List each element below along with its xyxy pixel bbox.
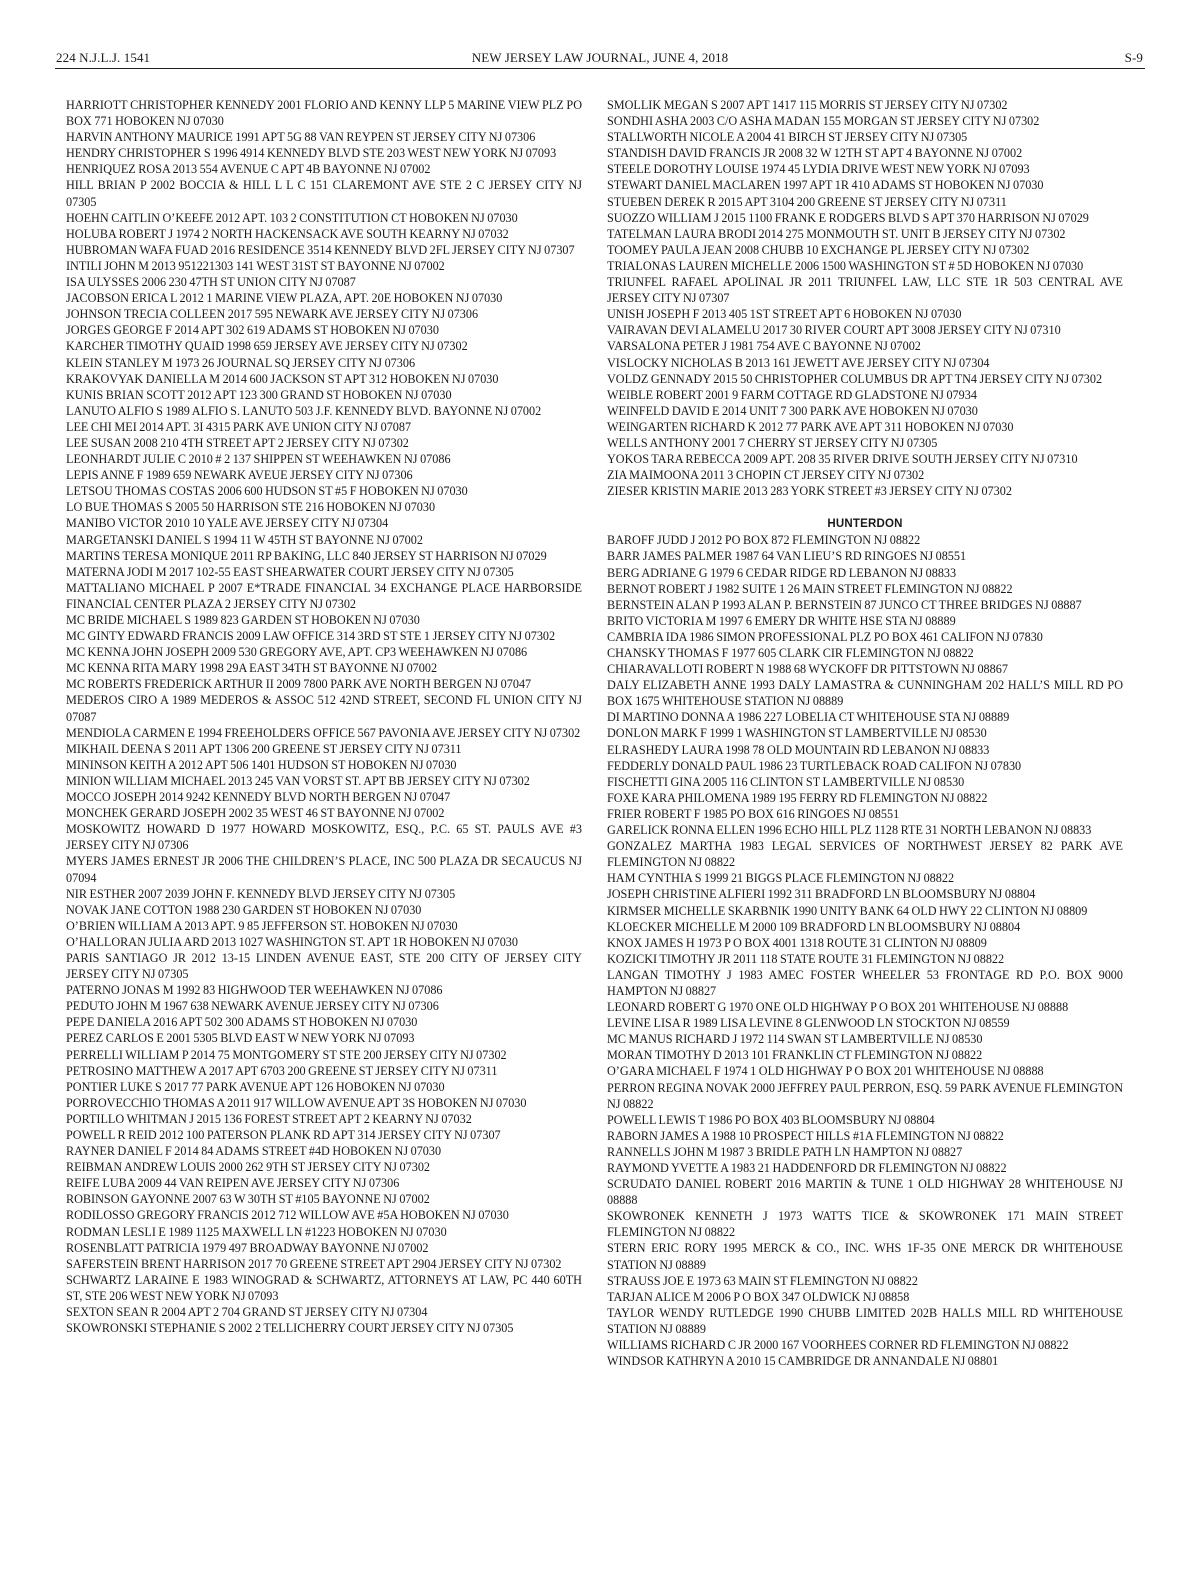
attorney-entry: MARTINS TERESA MONIQUE 2011 RP BAKING, LLC 840 JERSEY ST HARRISON NJ 07029: [66, 548, 547, 563]
attorney-entry: LEE CHI MEI 2014 APT. 3I 4315 PARK AVE UNION CITY NJ 07087: [66, 419, 412, 434]
publication-title: NEW JERSEY LAW JOURNAL, JUNE 4, 2018: [471, 50, 729, 65]
attorney-entry: MC GINTY EDWARD FRANCIS 2009 LAW OFFICE 314 3RD ST STE 1 JERSEY CITY NJ 07302: [66, 629, 556, 644]
page-number: S-9: [1124, 50, 1143, 65]
attorney-entry: MOCCO JOSEPH 2014 9242 KENNEDY BLVD NORTH BERGEN NJ 07047: [66, 790, 451, 805]
attorney-entry: BERG ADRIANE G 1979 6 CEDAR RIDGE RD LEBANON NJ 08833: [607, 565, 957, 580]
attorney-entry: SKOWRONEK KENNETH J 1973 WATTS TICE & SKOWRONEK 171 MAIN STREET FLEMINGTON NJ 08822: [607, 1209, 1123, 1240]
attorney-entry: MEDEROS CIRO A 1989 MEDEROS & ASSOC 512 42ND STREET, SECOND FL UNION CITY NJ 07087: [66, 693, 582, 724]
attorney-entry: O’GARA MICHAEL F 1974 1 OLD HIGHWAY P O BOX 201 WHITEHOUSE NJ 08888: [607, 1064, 1044, 1079]
attorney-entry: SCHWARTZ LARAINE E 1983 WINOGRAD & SCHWARTZ, ATTORNEYS AT LAW, PC 440 60TH ST, STE 206 WEST NEW YORK NJ 07093: [66, 1272, 582, 1303]
attorney-entry: ROSENBLATT PATRICIA 1979 497 BROADWAY BAYONNE NJ 07002: [66, 1240, 429, 1255]
attorney-entry: WEIBLE ROBERT 2001 9 FARM COTTAGE RD GLADSTONE NJ 07934: [607, 387, 977, 402]
attorney-entry: STALLWORTH NICOLE A 2004 41 BIRCH ST JERSEY CITY NJ 07305: [607, 130, 968, 145]
attorney-entry: SUOZZO WILLIAM J 2015 1100 FRANK E RODGERS BLVD S APT 370 HARRISON NJ 07029: [607, 210, 1089, 225]
attorney-entry: MATERNA JODI M 2017 102-55 EAST SHEARWATER COURT JERSEY CITY NJ 07305: [66, 564, 514, 579]
attorney-entry: REIBMAN ANDREW LOUIS 2000 262 9TH ST JERSEY CITY NJ 07302: [66, 1160, 431, 1175]
attorney-entry: MC ROBERTS FREDERICK ARTHUR II 2009 7800 PARK AVE NORTH BERGEN NJ 07047: [66, 677, 532, 692]
attorney-entry: HUBROMAN WAFA FUAD 2016 RESIDENCE 3514 KENNEDY BLVD 2FL JERSEY CITY NJ 07307: [66, 242, 575, 257]
attorney-entry: STUEBEN DEREK R 2015 APT 3104 200 GREENE ST JERSEY CITY NJ 07311: [607, 194, 1007, 209]
attorney-entry: HAM CYNTHIA S 1999 21 BIGGS PLACE FLEMINGTON NJ 08822: [607, 871, 955, 886]
attorney-entry: DI MARTINO DONNA A 1986 227 LOBELIA CT WHITEHOUSE STA NJ 08889: [607, 710, 1010, 725]
attorney-entry: JACOBSON ERICA L 2012 1 MARINE VIEW PLAZA, APT. 20E HOBOKEN NJ 07030: [66, 291, 503, 306]
attorney-entry: HENDRY CHRISTOPHER S 1996 4914 KENNEDY BLVD STE 203 WEST NEW YORK NJ 07093: [66, 146, 557, 161]
attorney-entry: TAYLOR WENDY RUTLEDGE 1990 CHUBB LIMITED 202B HALLS MILL RD WHITEHOUSE STATION NJ 08889: [607, 1305, 1123, 1336]
attorney-entry: PATERNO JONAS M 1992 83 HIGHWOOD TER WEEHAWKEN NJ 07086: [66, 983, 443, 998]
attorney-entry: WINDSOR KATHRYN A 2010 15 CAMBRIDGE DR ANNANDALE NJ 08801: [607, 1354, 999, 1369]
attorney-entry: HENRIQUEZ ROSA 2013 554 AVENUE C APT 4B BAYONNE NJ 07002: [66, 162, 431, 177]
attorney-entry: STRAUSS JOE E 1973 63 MAIN ST FLEMINGTON NJ 08822: [607, 1273, 918, 1288]
attorney-entry: CHIARAVALLOTI ROBERT N 1988 68 WYCKOFF DR PITTSTOWN NJ 08867: [607, 662, 1008, 677]
attorney-entry: PONTIER LUKE S 2017 77 PARK AVENUE APT 126 HOBOKEN NJ 07030: [66, 1079, 445, 1094]
attorney-entry: PEDUTO JOHN M 1967 638 NEWARK AVENUE JERSEY CITY NJ 07306: [66, 999, 439, 1014]
attorney-entry: CAMBRIA IDA 1986 SIMON PROFESSIONAL PLZ PO BOX 461 CALIFON NJ 07830: [607, 629, 1043, 644]
attorney-entry: LEPIS ANNE F 1989 659 NEWARK AVEUE JERSEY CITY NJ 07306: [66, 468, 413, 483]
attorney-entry: PEREZ CARLOS E 2001 5305 BLVD EAST W NEW YORK NJ 07093: [66, 1031, 415, 1046]
attorney-entry: MORAN TIMOTHY D 2013 101 FRANKLIN CT FLEMINGTON NJ 08822: [607, 1048, 983, 1063]
attorney-entry: FEDDERLY DONALD PAUL 1986 23 TURTLEBACK ROAD CALIFON NJ 07830: [607, 758, 1022, 773]
attorney-entry: KNOX JAMES H 1973 P O BOX 4001 1318 ROUTE 31 CLINTON NJ 08809: [607, 935, 987, 950]
attorney-entry: LEVINE LISA R 1989 LISA LEVINE 8 GLENWOOD LN STOCKTON NJ 08559: [607, 1016, 1010, 1031]
attorney-entry: MYERS JAMES ERNEST JR 2006 THE CHILDREN’S PLACE, INC 500 PLAZA DR SECAUCUS NJ 07094: [66, 854, 582, 885]
attorney-entry: RAYNER DANIEL F 2014 84 ADAMS STREET #4D HOBOKEN NJ 07030: [66, 1144, 442, 1159]
attorney-entry: ZIA MAIMOONA 2011 3 CHOPIN CT JERSEY CITY NJ 07302: [607, 468, 925, 483]
attorney-entry: WELLS ANTHONY 2001 7 CHERRY ST JERSEY CITY NJ 07305: [607, 435, 938, 450]
attorney-entry: MONCHEK GERARD JOSEPH 2002 35 WEST 46 ST BAYONNE NJ 07002: [66, 806, 445, 821]
attorney-entry: MARGETANSKI DANIEL S 1994 11 W 45TH ST BAYONNE NJ 07002: [66, 532, 423, 547]
attorney-entry: RANNELLS JOHN M 1987 3 BRIDLE PATH LN HAMPTON NJ 08827: [607, 1144, 963, 1159]
attorney-entry: PERRELLI WILLIAM P 2014 75 MONTGOMERY ST STE 200 JERSEY CITY NJ 07302: [66, 1047, 507, 1062]
attorney-entry: HARVIN ANTHONY MAURICE 1991 APT 5G 88 VAN REYPEN ST JERSEY CITY NJ 07306: [66, 130, 536, 145]
attorney-entry: O’HALLORAN JULIA ARD 2013 1027 WASHINGTON ST. APT 1R HOBOKEN NJ 07030: [66, 934, 518, 949]
attorney-entry: LANUTO ALFIO S 1989 ALFIO S. LANUTO 503 J.F. KENNEDY BLVD. BAYONNE NJ 07002: [66, 403, 542, 418]
attorney-entry: LANGAN TIMOTHY J 1983 AMEC FOSTER WHEELER 53 FRONTAGE RD P.O. BOX 9000 HAMPTON NJ 08827: [607, 967, 1123, 998]
attorney-entry: JOSEPH CHRISTINE ALFIERI 1992 311 BRADFORD LN BLOOMSBURY NJ 08804: [607, 887, 1036, 902]
attorney-entry: POWELL LEWIS T 1986 PO BOX 403 BLOOMSBURY NJ 08804: [607, 1112, 935, 1127]
attorney-entry: ELRASHEDY LAURA 1998 78 OLD MOUNTAIN RD LEBANON NJ 08833: [607, 742, 990, 757]
attorney-entry: SKOWRONSKI STEPHANIE S 2002 2 TELLICHERRY COURT JERSEY CITY NJ 07305: [66, 1321, 514, 1336]
attorney-entry: ZIESER KRISTIN MARIE 2013 283 YORK STREET #3 JERSEY CITY NJ 07302: [607, 484, 1012, 499]
attorney-entry: HARRIOTT CHRISTOPHER KENNEDY 2001 FLORIO AND KENNY LLP 5 MARINE VIEW PLZ PO BOX 771 HOBOKEN NJ 07030: [66, 98, 582, 129]
attorney-entry: BAROFF JUDD J 2012 PO BOX 872 FLEMINGTON NJ 08822: [607, 533, 921, 548]
attorney-entry: PEPE DANIELA 2016 APT 502 300 ADAMS ST HOBOKEN NJ 07030: [66, 1015, 418, 1030]
attorney-entry: HOLUBA ROBERT J 1974 2 NORTH HACKENSACK AVE SOUTH KEARNY NJ 07032: [66, 226, 509, 241]
attorney-entry: INTILI JOHN M 2013 951221303 141 WEST 31ST ST BAYONNE NJ 07002: [66, 258, 445, 273]
county-heading: HUNTERDON: [827, 518, 903, 531]
attorney-entry: MINION WILLIAM MICHAEL 2013 245 VAN VORST ST. APT BB JERSEY CITY NJ 07302: [66, 773, 530, 788]
attorney-entry: O’BRIEN WILLIAM A 2013 APT. 9 85 JEFFERSON ST. HOBOKEN NJ 07030: [66, 918, 458, 933]
attorney-entry: MIKHAIL DEENA S 2011 APT 1306 200 GREENE ST JERSEY CITY NJ 07311: [66, 741, 462, 756]
attorney-entry: TARJAN ALICE M 2006 P O BOX 347 OLDWICK NJ 08858: [607, 1289, 910, 1304]
attorney-entry: LEONHARDT JULIE C 2010 # 2 137 SHIPPEN ST WEEHAWKEN NJ 07086: [66, 452, 451, 467]
attorney-entry: WEINFELD DAVID E 2014 UNIT 7 300 PARK AVE HOBOKEN NJ 07030: [607, 403, 978, 418]
attorney-entry: MANIBO VICTOR 2010 10 YALE AVE JERSEY CITY NJ 07304: [66, 516, 389, 531]
attorney-entry: SONDHI ASHA 2003 C/O ASHA MADAN 155 MORGAN ST JERSEY CITY NJ 07302: [607, 114, 1040, 129]
attorney-entry: SAFERSTEIN BRENT HARRISON 2017 70 GREENE STREET APT 2904 JERSEY CITY NJ 07302: [66, 1256, 562, 1271]
right-column-bottom-list: [607, 532, 1123, 1369]
attorney-entry: HILL BRIAN P 2002 BOCCIA & HILL L L C 151 CLAREMONT AVE STE 2 C JERSEY CITY NJ 07305: [66, 178, 582, 209]
attorney-entry: PORTILLO WHITMAN J 2015 136 FOREST STREET APT 2 KEARNY NJ 07032: [66, 1111, 472, 1126]
attorney-entry: WEINGARTEN RICHARD K 2012 77 PARK AVE APT 311 HOBOKEN NJ 07030: [607, 419, 1014, 434]
attorney-entry: TRIUNFEL RAFAEL APOLINAL JR 2011 TRIUNFEL LAW, LLC STE 1R 503 CENTRAL AVE JERSEY CITY NJ 07307: [607, 275, 1123, 306]
attorney-entry: TOOMEY PAULA JEAN 2008 CHUBB 10 EXCHANGE PL JERSEY CITY NJ 07302: [607, 242, 1030, 257]
attorney-entry: NOVAK JANE COTTON 1988 230 GARDEN ST HOBOKEN NJ 07030: [66, 902, 422, 917]
attorney-entry: SEXTON SEAN R 2004 APT 2 704 GRAND ST JERSEY CITY NJ 07304: [66, 1305, 428, 1320]
attorney-entry: BARR JAMES PALMER 1987 64 VAN LIEU’S RD RINGOES NJ 08551: [607, 549, 967, 564]
attorney-entry: NIR ESTHER 2007 2039 JOHN F. KENNEDY BLVD JERSEY CITY NJ 07305: [66, 886, 456, 901]
attorney-entry: MATTALIANO MICHAEL P 2007 E*TRADE FINANCIAL 34 EXCHANGE PLACE HARBORSIDE FINANCIAL CENTER PLAZA 2 JERSEY CITY NJ 07302: [66, 580, 582, 611]
attorney-entry: KUNIS BRIAN SCOTT 2012 APT 123 300 GRAND ST HOBOKEN NJ 07030: [66, 387, 452, 402]
attorney-entry: PERRON REGINA NOVAK 2000 JEFFREY PAUL PERRON, ESQ. 59 PARK AVENUE FLEMINGTON NJ 08822: [607, 1080, 1123, 1111]
attorney-entry: VAIRAVAN DEVI ALAMELU 2017 30 RIVER COURT APT 3008 JERSEY CITY NJ 07310: [607, 323, 1061, 338]
attorney-entry: YOKOS TARA REBECCA 2009 APT. 208 35 RIVER DRIVE SOUTH JERSEY CITY NJ 07310: [607, 452, 1078, 467]
attorney-entry: WILLIAMS RICHARD C JR 2000 167 VOORHEES CORNER RD FLEMINGTON NJ 08822: [607, 1338, 1069, 1353]
attorney-entry: MC KENNA RITA MARY 1998 29A EAST 34TH ST BAYONNE NJ 07002: [66, 661, 438, 676]
attorney-entry: KLEIN STANLEY M 1973 26 JOURNAL SQ JERSEY CITY NJ 07306: [66, 355, 416, 370]
attorney-entry: DALY ELIZABETH ANNE 1993 DALY LAMASTRA & CUNNINGHAM 202 HALL’S MILL RD PO BOX 1675 WHITEHOUSE STATION NJ 08889: [607, 678, 1123, 709]
attorney-entry: MC KENNA JOHN JOSEPH 2009 530 GREGORY AVE, APT. CP3 WEEHAWKEN NJ 07086: [66, 645, 528, 660]
attorney-entry: PARIS SANTIAGO JR 2012 13-15 LINDEN AVENUE EAST, STE 200 CITY OF JERSEY CITY JERSEY CITY NJ 07305: [66, 950, 582, 982]
attorney-entry: KIRMSER MICHELLE SKARBNIK 1990 UNITY BANK 64 OLD HWY 22 CLINTON NJ 08809: [607, 903, 1088, 918]
attorney-entry: GARELICK RONNA ELLEN 1996 ECHO HILL PLZ 1128 RTE 31 NORTH LEBANON NJ 08833: [607, 823, 1092, 838]
attorney-entry: KRAKOVYAK DANIELLA M 2014 600 JACKSON ST APT 312 HOBOKEN NJ 07030: [66, 371, 499, 386]
attorney-entry: RABORN JAMES A 1988 10 PROSPECT HILLS #1A FLEMINGTON NJ 08822: [607, 1128, 1004, 1143]
attorney-entry: STEELE DOROTHY LOUISE 1974 45 LYDIA DRIVE WEST NEW YORK NJ 07093: [607, 162, 1030, 177]
attorney-entry: ROBINSON GAYONNE 2007 63 W 30TH ST #105 BAYONNE NJ 07002: [66, 1192, 430, 1207]
attorney-entry: PORROVECCHIO THOMAS A 2011 917 WILLOW AVENUE APT 3S HOBOKEN NJ 07030: [66, 1095, 527, 1110]
left-column: [66, 97, 582, 1336]
attorney-entry: STANDISH DAVID FRANCIS JR 2008 32 W 12TH ST APT 4 BAYONNE NJ 07002: [607, 146, 1023, 161]
attorney-entry: BERNOT ROBERT J 1982 SUITE 1 26 MAIN STREET FLEMINGTON NJ 08822: [607, 581, 1013, 596]
attorney-entry: RODILOSSO GREGORY FRANCIS 2012 712 WILLOW AVE #5A HOBOKEN NJ 07030: [66, 1208, 509, 1223]
attorney-entry: CHANSKY THOMAS F 1977 605 CLARK CIR FLEMINGTON NJ 08822: [607, 646, 974, 660]
attorney-entry: JORGES GEORGE F 2014 APT 302 619 ADAMS ST HOBOKEN NJ 07030: [66, 323, 439, 338]
attorney-entry: ISA ULYSSES 2006 230 47TH ST UNION CITY NJ 07087: [66, 275, 356, 290]
attorney-entry: VARSALONA PETER J 1981 754 AVE C BAYONNE NJ 07002: [607, 339, 921, 354]
attorney-entry: FISCHETTI GINA 2005 116 CLINTON ST LAMBERTVILLE NJ 08530: [607, 774, 965, 789]
attorney-entry: RAYMOND YVETTE A 1983 21 HADDENFORD DR FLEMINGTON NJ 08822: [607, 1161, 1007, 1175]
attorney-entry: LO BUE THOMAS S 2005 50 HARRISON STE 216 HOBOKEN NJ 07030: [66, 500, 436, 515]
attorney-entry: KOZICKI TIMOTHY JR 2011 118 STATE ROUTE 31 FLEMINGTON NJ 08822: [607, 951, 1005, 966]
attorney-entry: FOXE KARA PHILOMENA 1989 195 FERRY RD FLEMINGTON NJ 08822: [607, 790, 988, 805]
attorney-entry: GONZALEZ MARTHA 1983 LEGAL SERVICES OF NORTHWEST JERSEY 82 PARK AVE FLEMINGTON NJ 08822: [607, 839, 1123, 870]
attorney-entry: JOHNSON TRECIA COLLEEN 2017 595 NEWARK AVE JERSEY CITY NJ 07306: [66, 307, 479, 322]
attorney-entry: MININSON KEITH A 2012 APT 506 1401 HUDSON ST HOBOKEN NJ 07030: [66, 757, 457, 772]
attorney-entry: HOEHN CAITLIN O’KEEFE 2012 APT. 103 2 CONSTITUTION CT HOBOKEN NJ 07030: [66, 210, 518, 225]
attorney-entry: MC BRIDE MICHAEL S 1989 823 GARDEN ST HOBOKEN NJ 07030: [66, 613, 420, 627]
attorney-entry: SMOLLIK MEGAN S 2007 APT 1417 115 MORRIS ST JERSEY CITY NJ 07302: [607, 98, 1008, 112]
attorney-entry: MOSKOWITZ HOWARD D 1977 HOWARD MOSKOWITZ, ESQ., P.C. 65 ST. PAULS AVE #3 JERSEY CITY NJ 07306: [66, 822, 582, 853]
attorney-entry: MENDIOLA CARMEN E 1994 FREEHOLDERS OFFICE 567 PAVONIA AVE JERSEY CITY NJ 07302: [66, 725, 581, 740]
attorney-entry: REIFE LUBA 2009 44 VAN REIPEN AVE JERSEY CITY NJ 07306: [66, 1176, 400, 1191]
right-column: [607, 97, 1123, 1369]
citation-label: 224 N.J.L.J. 1541: [56, 50, 151, 65]
attorney-entry: PETROSINO MATTHEW A 2017 APT 6703 200 GREENE ST JERSEY CITY NJ 07311: [66, 1063, 498, 1078]
attorney-entry: BRITO VICTORIA M 1997 6 EMERY DR WHITE HSE STA NJ 08889: [607, 613, 956, 628]
attorney-entry: LEE SUSAN 2008 210 4TH STREET APT 2 JERSEY CITY NJ 07302: [66, 435, 409, 450]
attorney-entry: DONLON MARK F 1999 1 WASHINGTON ST LAMBERTVILLE NJ 08530: [607, 726, 987, 741]
attorney-entry: MC MANUS RICHARD J 1972 114 SWAN ST LAMBERTVILLE NJ 08530: [607, 1032, 983, 1047]
attorney-entry: LETSOU THOMAS COSTAS 2006 600 HUDSON ST #5 F HOBOKEN NJ 07030: [66, 484, 468, 499]
page-header: [55, 50, 1145, 69]
attorney-entry: POWELL R REID 2012 100 PATERSON PLANK RD APT 314 JERSEY CITY NJ 07307: [66, 1128, 501, 1142]
attorney-entry: VOLDZ GENNADY 2015 50 CHRISTOPHER COLUMBUS DR APT TN4 JERSEY CITY NJ 07302: [607, 371, 1103, 386]
attorney-entry: KARCHER TIMOTHY QUAID 1998 659 JERSEY AVE JERSEY CITY NJ 07302: [66, 339, 468, 354]
attorney-entry: TRIALONAS LAUREN MICHELLE 2006 1500 WASHINGTON ST # 5D HOBOKEN NJ 07030: [607, 258, 1084, 273]
attorney-entry: TATELMAN LAURA BRODI 2014 275 MONMOUTH ST. UNIT B JERSEY CITY NJ 07302: [607, 226, 1066, 241]
attorney-entry: KLOECKER MICHELLE M 2000 109 BRADFORD LN BLOOMSBURY NJ 08804: [607, 919, 1021, 934]
attorney-entry: STEWART DANIEL MACLAREN 1997 APT 1R 410 ADAMS ST HOBOKEN NJ 07030: [607, 178, 1044, 193]
attorney-entry: SCRUDATO DANIEL ROBERT 2016 MARTIN & TUNE 1 OLD HIGHWAY 28 WHITEHOUSE NJ 08888: [607, 1177, 1123, 1208]
attorney-entry: VISLOCKY NICHOLAS B 2013 161 JEWETT AVE JERSEY CITY NJ 07304: [607, 355, 990, 370]
attorney-entry: UNISH JOSEPH F 2013 405 1ST STREET APT 6 HOBOKEN NJ 07030: [607, 307, 962, 322]
attorney-entry: STERN ERIC RORY 1995 MERCK & CO., INC. WHS 1F-35 ONE MERCK DR WHITEHOUSE STATION NJ 08889: [607, 1241, 1123, 1272]
attorney-entry: RODMAN LESLI E 1989 1125 MAXWELL LN #1223 HOBOKEN NJ 07030: [66, 1224, 447, 1239]
attorney-entry: LEONARD ROBERT G 1970 ONE OLD HIGHWAY P O BOX 201 WHITEHOUSE NJ 08888: [607, 1000, 1069, 1015]
attorney-entry: BERNSTEIN ALAN P 1993 ALAN P. BERNSTEIN 87 JUNCO CT THREE BRIDGES NJ 08887: [607, 597, 1082, 612]
attorney-entry: FRIER ROBERT F 1985 PO BOX 616 RINGOES NJ 08551: [607, 806, 900, 821]
right-column-top-list: [607, 97, 1123, 499]
